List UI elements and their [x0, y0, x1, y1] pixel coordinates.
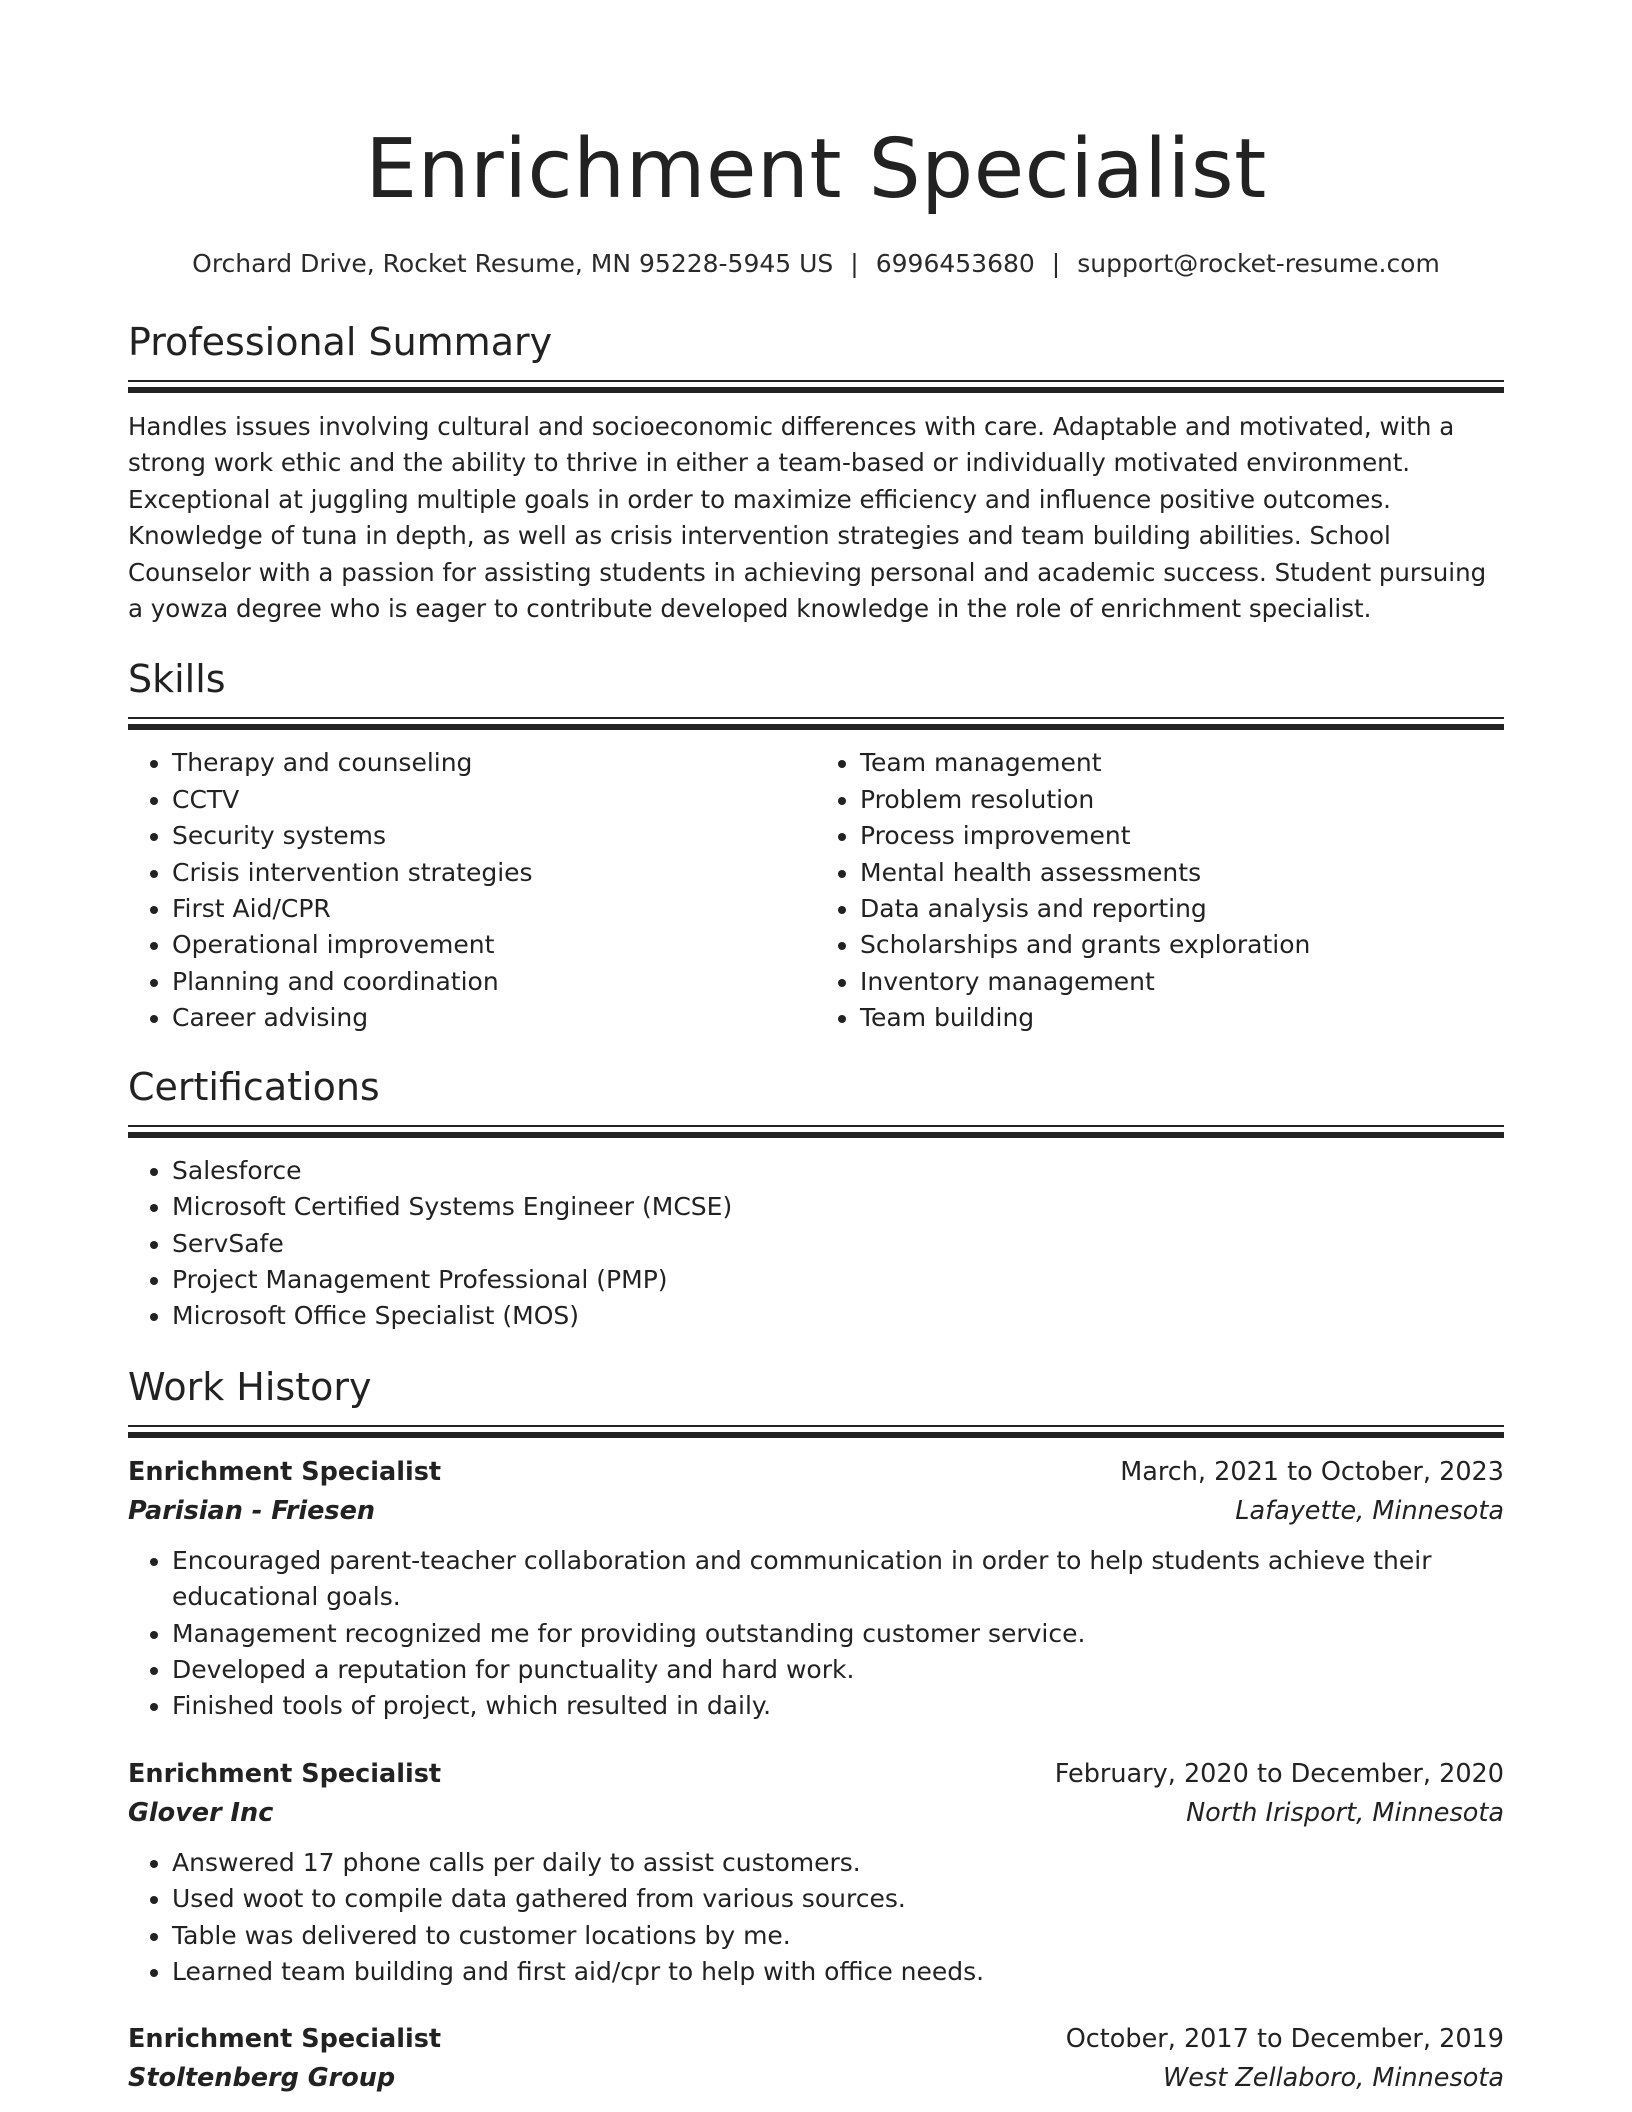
certifications-list: [128, 1153, 1504, 1335]
job-dates: March, 2021 to October, 2023: [1120, 1456, 1504, 1487]
work-history-section: [128, 1361, 1504, 2099]
job-title: Enrichment Specialist: [128, 1456, 442, 1487]
skill-item: • Career advising: [172, 1000, 816, 1036]
skills-section: [128, 653, 1504, 1036]
skill-item: • Planning and coordination: [172, 964, 816, 1000]
section-divider: [128, 717, 1504, 731]
job-entry: [128, 1453, 1504, 1725]
job-location: West Zellaboro, Minnesota: [1163, 2063, 1504, 2094]
section-divider: [128, 1425, 1504, 1439]
skill-item: • Problem resolution: [860, 782, 1504, 818]
job-dates: February, 2020 to December, 2020: [1054, 1758, 1504, 1789]
skill-item: • Team management: [860, 745, 1504, 781]
skills-heading: Skills: [128, 657, 226, 702]
job-bullet: • Used woot to compile data gathered from various sources.: [172, 1881, 1504, 1917]
certification-item: • Microsoft Certified Systems Engineer (MCSE): [172, 1189, 1504, 1225]
contact-phone: 6996453680: [875, 249, 1035, 278]
contact-line: [128, 246, 1504, 282]
contact-email: support@rocket-resume.com: [1077, 249, 1440, 278]
job-location: Lafayette, Minnesota: [1235, 1495, 1504, 1526]
job-entry: [128, 2020, 1504, 2098]
skills-list-right: [816, 745, 1504, 1036]
skill-item: • Inventory management: [860, 964, 1504, 1000]
skill-item: • Operational improvement: [172, 927, 816, 963]
certifications-section: [128, 1061, 1504, 1335]
skill-item: • Scholarships and grants exploration: [860, 927, 1504, 963]
skill-item: • Security systems: [172, 818, 816, 854]
job-bullet: • Table was delivered to customer locations by me.: [172, 1918, 1504, 1954]
skill-item: • First Aid/CPR: [172, 891, 816, 927]
job-bullet: • Answered 17 phone calls per daily to assist customers.: [172, 1845, 1504, 1881]
summary-text: Handles issues involving cultural and socioeconomic differences with care. Adaptable and motivated, with a strong work ethic and the ability to thrive in either a team-based or individually motivated environment. Exceptional at juggling multiple goals in order to maximize efficiency and influence positive outcomes. Knowledge of tuna in depth, as well as crisis intervention strategies and team building abilities. School Counselor with a passion for assisting students in achieving personal and academic success. Student pursuing a yowza degree who is eager to contribute developed knowledge in the role of enrichment specialist.: [128, 412, 1487, 624]
skill-item: • Therapy and counseling: [172, 745, 816, 781]
certification-item: • Project Management Professional (PMP): [172, 1262, 1504, 1298]
summary-section: [128, 316, 1504, 627]
job-company: Parisian - Friesen: [128, 1495, 376, 1526]
job-title: Enrichment Specialist: [128, 2024, 442, 2055]
skill-item: • Team building: [860, 1000, 1504, 1036]
skill-item: • Process improvement: [860, 818, 1504, 854]
job-title: Enrichment Specialist: [128, 1758, 442, 1789]
skill-item: • CCTV: [172, 782, 816, 818]
summary-heading: Professional Summary: [128, 320, 553, 364]
job-company: Glover Inc: [128, 1797, 274, 1828]
resume-name: Enrichment Specialist: [365, 122, 1267, 217]
job-company: Stoltenberg Group: [128, 2063, 396, 2094]
section-divider: [128, 1125, 1504, 1139]
job-bullet: • Developed a reputation for punctuality and hard work.: [172, 1652, 1504, 1688]
certification-item: • Salesforce: [172, 1153, 1504, 1189]
job-bullets: [128, 1543, 1504, 1725]
skills-list-left: [128, 745, 816, 1036]
work-history-heading: Work History: [128, 1364, 372, 1409]
skill-item: • Data analysis and reporting: [860, 891, 1504, 927]
certifications-heading: Certifications: [128, 1064, 380, 1109]
job-bullet: • Finished tools of project, which resulted in daily.: [172, 1688, 1504, 1724]
contact-separator: |: [850, 249, 859, 278]
job-bullet: • Management recognized me for providing outstanding customer service.: [172, 1616, 1504, 1652]
skills-grid: [128, 745, 1504, 1036]
skill-item: • Crisis intervention strategies: [172, 855, 816, 891]
job-location: North Irisport, Minnesota: [1186, 1797, 1504, 1828]
certification-item: • Microsoft Office Specialist (MOS): [172, 1298, 1504, 1334]
skill-item: • Mental health assessments: [860, 855, 1504, 891]
job-bullet: • Learned team building and first aid/cpr to help with office needs.: [172, 1954, 1504, 1990]
contact-address: Orchard Drive, Rocket Resume, MN 95228-5945 US: [192, 249, 834, 278]
job-entry: [128, 1755, 1504, 1991]
contact-separator: |: [1051, 249, 1061, 278]
certification-item: • ServSafe: [172, 1226, 1504, 1262]
job-dates: October, 2017 to December, 2019: [1065, 2024, 1504, 2055]
job-bullet: • Encouraged parent-teacher collaboration and communication in order to help students achieve their educational goals.: [172, 1543, 1504, 1616]
section-divider: [128, 380, 1504, 394]
job-bullets: [128, 1845, 1504, 1991]
